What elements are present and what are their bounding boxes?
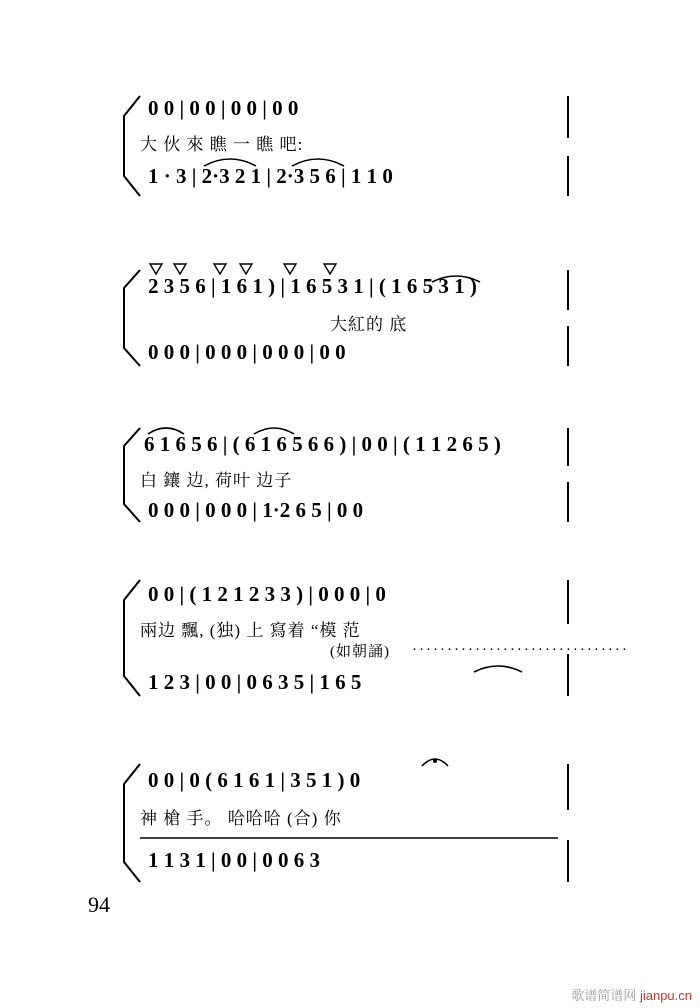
- lyrics-annotation-4: (如朝誦): [330, 644, 390, 660]
- lyrics-line-3: 白 鑲 边, 荷叶 边子: [140, 471, 293, 490]
- lower-voice-notes-5: 1 1 3 1 | 0 0 | 0 0 6 3: [148, 848, 320, 872]
- music-system-2: [0, 262, 700, 382]
- upper-voice-notes-4: 0 0 | ( 1 2 1 2 3 3 ) | 0 0 0 | 0: [148, 582, 386, 606]
- lyrics-leader-dots-4: ·······························: [412, 642, 629, 658]
- watermark-text: 歌谱简谱网: [571, 988, 637, 1003]
- watermark: [571, 985, 692, 1004]
- lyrics-extension-line-5: [140, 836, 560, 840]
- system-brace: [120, 268, 142, 368]
- system-end-barline: [566, 762, 574, 884]
- slur-marks-4: [470, 660, 540, 674]
- lyrics-line-2: 大紅的 底: [330, 315, 408, 334]
- page-number: 94: [88, 892, 110, 917]
- fermata-icon: [420, 752, 450, 768]
- upper-voice-notes-5: 0 0 | 0 ( 6 1 6 1 | 3 5 1 ) 0: [148, 768, 361, 792]
- system-brace: [120, 578, 142, 698]
- music-system-1: [0, 88, 700, 218]
- music-system-4: [0, 572, 700, 712]
- lower-voice-notes-4: 1 2 3 | 0 0 | 0 6 3 5 | 1 6 5: [148, 670, 362, 694]
- system-brace: [120, 762, 142, 884]
- music-system-3: [0, 418, 700, 538]
- lower-voice-notes-3: 0 0 0 | 0 0 0 | 1·2 6 5 | 0 0: [148, 498, 364, 522]
- lyrics-line-4: 兩边 飄, (独) 上 寫着 “模 范: [140, 621, 361, 640]
- upper-voice-notes-2: 2 3 5 6 | 1 6 1 ) | 1 6 5 3 1 | ( 1 6 5 3 1 ): [148, 274, 477, 298]
- watermark-url: jianpu.cn: [639, 988, 692, 1003]
- lyrics-line-1: 大 伙 來 瞧 一 瞧 吧:: [140, 135, 304, 154]
- upper-voice-notes-1: 0 0 | 0 0 | 0 0 | 0 0: [148, 96, 299, 120]
- system-end-barline: [566, 426, 574, 524]
- system-end-barline: [566, 578, 574, 698]
- lower-voice-notes-1: 1 · 3 | 2·3 2 1 | 2·3 5 6 | 1 1 0: [148, 164, 393, 188]
- upper-voice-notes-3: 6 1 6 5 6 | ( 6 1 6 5 6 6 ) | 0 0 | ( 1 1 2 6 5 ): [144, 432, 501, 456]
- lower-voice-notes-2: 0 0 0 | 0 0 0 | 0 0 0 | 0 0: [148, 340, 346, 364]
- system-end-barline: [566, 268, 574, 368]
- system-brace: [120, 94, 142, 198]
- system-end-barline: [566, 94, 574, 198]
- music-system-5: [0, 752, 700, 892]
- lyrics-line-5: 神 槍 手。 哈哈哈 (合) 你: [140, 809, 342, 828]
- system-brace: [120, 426, 142, 524]
